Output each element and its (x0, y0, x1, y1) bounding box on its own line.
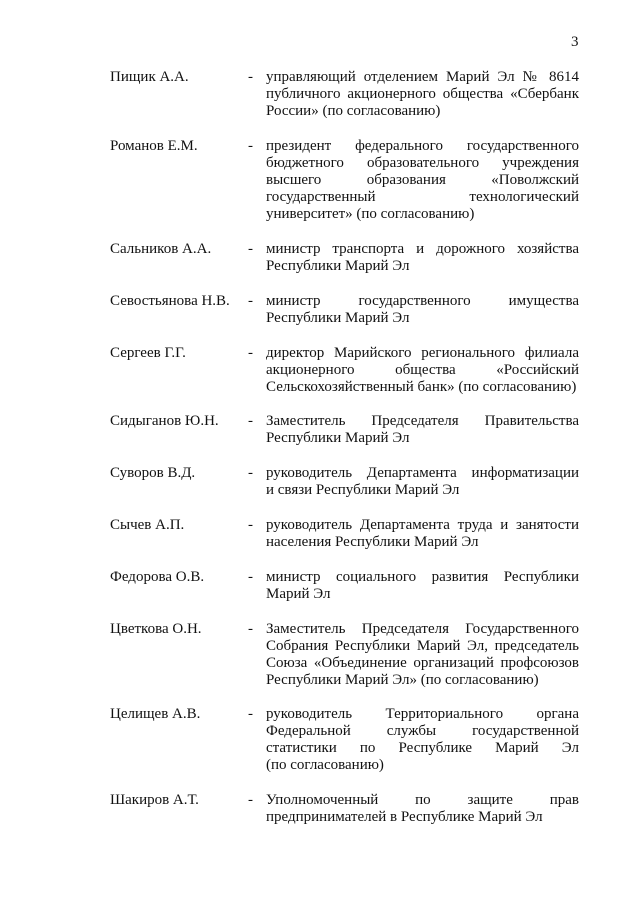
position-text-line: публичного акционерного общества «Сбербанк (266, 86, 579, 102)
member-position (266, 621, 579, 689)
member-position (266, 517, 579, 551)
position-text-line: руководитель Департамента труда и занятости (266, 517, 579, 533)
position-text-line: Заместитель Председателя Правительства (266, 413, 579, 429)
position-text-line: президент федерального государственного (266, 138, 579, 154)
position-text-line: Республики Марий Эл (266, 258, 410, 274)
position-text-line: министр государственного имущества (266, 293, 579, 309)
member-name: Шакиров А.Т. (110, 792, 199, 808)
member-name: Романов Е.М. (110, 138, 198, 154)
member-name: Сергеев Г.Г. (110, 345, 186, 361)
position-text-line: Сельскохозяйственный банк» (по согласованию) (266, 379, 577, 395)
separator-dash: - (248, 621, 253, 637)
member-position (266, 413, 579, 447)
position-text-line: руководитель Департамента информатизации (266, 465, 579, 481)
member-name: Цветкова О.Н. (110, 621, 202, 637)
member-name: Целищев А.В. (110, 706, 201, 722)
member-position (266, 792, 579, 826)
position-text-line: населения Республики Марий Эл (266, 534, 479, 550)
position-text-line: (по согласованию) (266, 757, 384, 773)
separator-dash: - (248, 138, 253, 154)
member-position (266, 569, 579, 603)
position-text-line: управляющий отделением Марий Эл № 8614 (266, 69, 579, 85)
separator-dash: - (248, 517, 253, 533)
separator-dash: - (248, 293, 253, 309)
separator-dash: - (248, 706, 253, 722)
separator-dash: - (248, 241, 253, 257)
position-text-line: министр социального развития Республики (266, 569, 579, 585)
member-name: Сычев А.П. (110, 517, 185, 533)
member-position (266, 241, 579, 275)
position-text-line: Республики Марий Эл (266, 430, 410, 446)
position-text-line: Республики Марий Эл (266, 310, 410, 326)
member-name: Федорова О.В. (110, 569, 205, 585)
position-text-line: Федеральной службы государственной (266, 723, 579, 739)
member-name: Сальников А.А. (110, 241, 212, 257)
position-text-line: предпринимателей в Республике Марий Эл (266, 809, 543, 825)
position-text-line: Марий Эл (266, 586, 331, 602)
position-text-line: Заместитель Председателя Государственного (266, 621, 579, 637)
page-number: 3 (571, 34, 579, 50)
position-text-line: директор Марийского регионального филиала (266, 345, 579, 361)
position-text-line: бюджетного образовательного учреждения (266, 155, 579, 171)
position-text-line: Уполномоченный по защите прав (266, 792, 579, 808)
separator-dash: - (248, 345, 253, 361)
member-name: Севостьянова Н.В. (110, 293, 230, 309)
separator-dash: - (248, 792, 253, 808)
position-text-line: руководитель Территориального органа (266, 706, 579, 722)
position-text-line: высшего образования «Поволжский (266, 172, 579, 188)
position-text-line: Союза «Объединение организаций профсоюзов (266, 655, 579, 671)
member-position (266, 465, 579, 499)
separator-dash: - (248, 465, 253, 481)
position-text-line: Собрания Республики Марий Эл, председатель (266, 638, 579, 654)
separator-dash: - (248, 569, 253, 585)
member-position (266, 138, 579, 223)
member-name: Суворов В.Д. (110, 465, 196, 481)
position-text-line: министр транспорта и дорожного хозяйства (266, 241, 579, 257)
member-name: Сидыганов Ю.Н. (110, 413, 219, 429)
position-text-line: России» (по согласованию) (266, 103, 441, 119)
member-position (266, 293, 579, 327)
member-name: Пищик А.А. (110, 69, 189, 85)
position-text-line: государственный технологический (266, 189, 579, 205)
separator-dash: - (248, 413, 253, 429)
member-position (266, 345, 579, 396)
position-text-line: и связи Республики Марий Эл (266, 482, 460, 498)
position-text-line: Республики Марий Эл» (по согласованию) (266, 672, 539, 688)
position-text-line: университет» (по согласованию) (266, 206, 475, 222)
separator-dash: - (248, 69, 253, 85)
position-text-line: акционерного общества «Российский (266, 362, 579, 378)
member-position (266, 69, 579, 120)
member-position (266, 706, 579, 774)
position-text-line: статистики по Республике Марий Эл (266, 740, 579, 756)
